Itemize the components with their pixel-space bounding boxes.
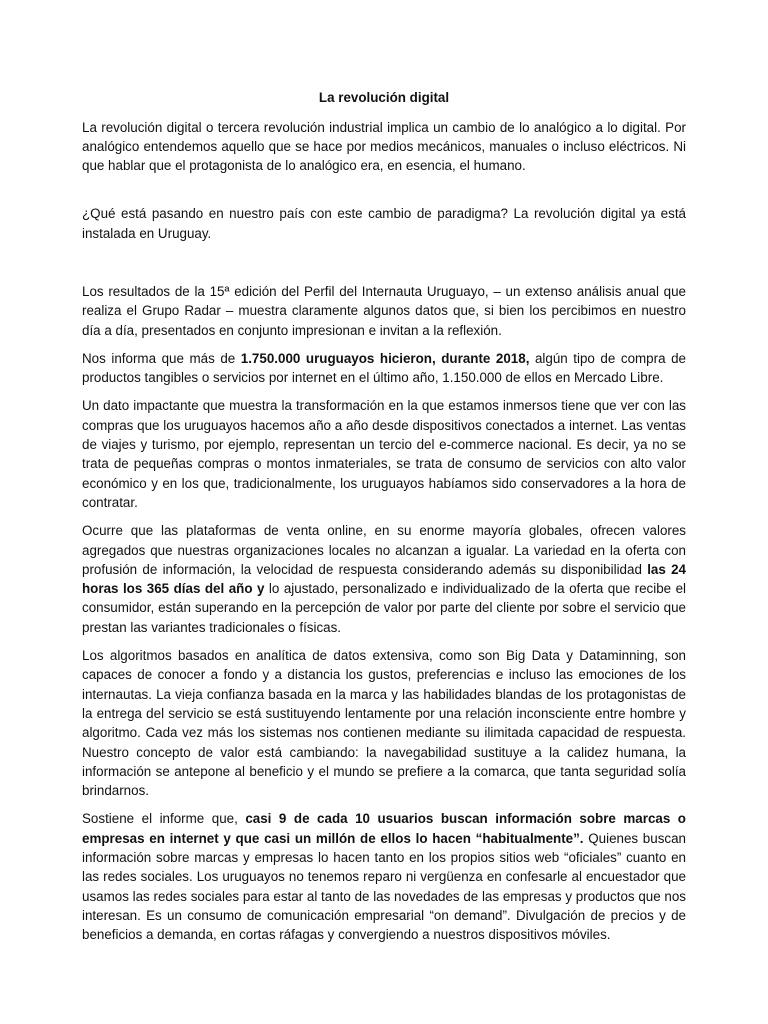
paragraph-text: ¿Qué está pasando en nuestro país con este cambio de paradigma? La revolución digital ya está instalada en Uruguay. [82,206,686,241]
paragraph-purchases [82,349,686,388]
paragraph-text: Los resultados de la 15ª edición del Perfil del Internauta Uruguayo, – un extenso análisis anual que realiza el Grupo Radar – muestra claramente algunos datos que, si bien los percibimos en nuestro día a día, presentados en conjunto impresionan e invitan a la reflexión. [82,283,686,338]
paragraph-text: algún tipo de compra de productos tangibles o servicios por internet en el último año, 1.150.000 de ellos en Mercado Libre. [82,350,686,386]
paragraph-brand-search [82,809,686,944]
paragraph-text: Sostiene el informe que, [82,811,246,827]
paragraph-survey-results [82,282,686,340]
bold-highlight: casi 9 de cada 10 usuarios buscan información sobre marcas o empresas en internet y que casi un millón de ellos lo hacen “habitualmente”. [82,811,686,846]
paragraph-text: Ocurre que las plataformas de venta online, en su enorme mayoría globales, ofrecen valores agregados que nuestras organizaciones locales no alcanzan a igualar. La variedad en la oferta con profusión de información, la velocidad de respuesta considerando además su disponibilidad [82,523,686,577]
paragraph-online-platforms [82,521,686,637]
paragraph-text: La revolución digital o tercera revolución industrial implica un cambio de lo analógico a lo digital. Por analógico entendemos aquello que se hace por medios mecánicos, manuales o incluso eléctricos. Ni que hablar que el protagonista de lo analógico era, en esencia, el humano. [82,119,686,174]
paragraph-algorithms [82,646,686,800]
bold-highlight: 1.750.000 uruguayos hicieron, durante 2018, [240,350,530,366]
paragraph-text: lo ajustado, personalizado e individualizado de la oferta que recibe el consumidor, están superando en la percepción de valor por parte del cliente por sobre el servicio que prestan las variantes tradicionales o físicas. [82,581,686,635]
bold-highlight: las 24 horas los 365 días del año y [82,561,687,597]
document-page [82,88,686,944]
paragraph-text: Un dato impactante que muestra la transformación en la que estamos inmersos tiene que ver con las compras que los uruguayos hacemos año a año desde dispositivos conectados a internet. Las ventas de viajes y turismo, por ejemplo, representan un tercio del e-commerce nacional. Es decir, ya no se trata de pequeñas compras o montos inmateriales, se trata de consumo de servicios con alto valor económico y en los que, tradicionalmente, los uruguayos habíamos sido conservadores a la hora de contratar. [82,398,686,510]
paragraph-text: Nos informa que más de [82,350,241,366]
paragraph-question [82,204,686,243]
document-title: La revolución digital [318,90,450,105]
paragraph-text: Quienes buscan información sobre marcas y empresas lo hacen tanto en los propios sitios web “oficiales” cuanto en las redes sociales. Los uruguayos no tenemos reparo ni vergüenza en confesarle al encuestador que usamos las redes sociales para estar al tanto de las novedades de las empresas y productos que nos interesan. Es un consumo de comunicación empresarial “on demand”. Divulgación de precios y de beneficios a demanda, en cortas ráfagas y convergiendo a nuestros dispositivos móviles. [82,830,686,943]
paragraph-transformation [82,396,686,512]
paragraph-intro [82,118,686,176]
paragraph-text: Los algoritmos basados en analítica de datos extensiva, como son Big Data y Dataminning, son capaces de conocer a fondo y a distancia los gustos, preferencias e incluso las emociones de los internautas. La vieja confianza basada en la marca y las habilidades blandas de los protagonistas de la entrega del servicio se está sustituyendo lentamente por una relación inconsciente entre hombre y algoritmo. Cada vez más los sistemas nos contienen mediante su ilimitada capacidad de respuesta. Nuestro concepto de valor está cambiando: la navegabilidad sustituye a la calidez humana, la información se antepone al beneficio y el mundo se prefiere a la comarca, que tanta seguridad solía brindarnos. [82,648,686,799]
